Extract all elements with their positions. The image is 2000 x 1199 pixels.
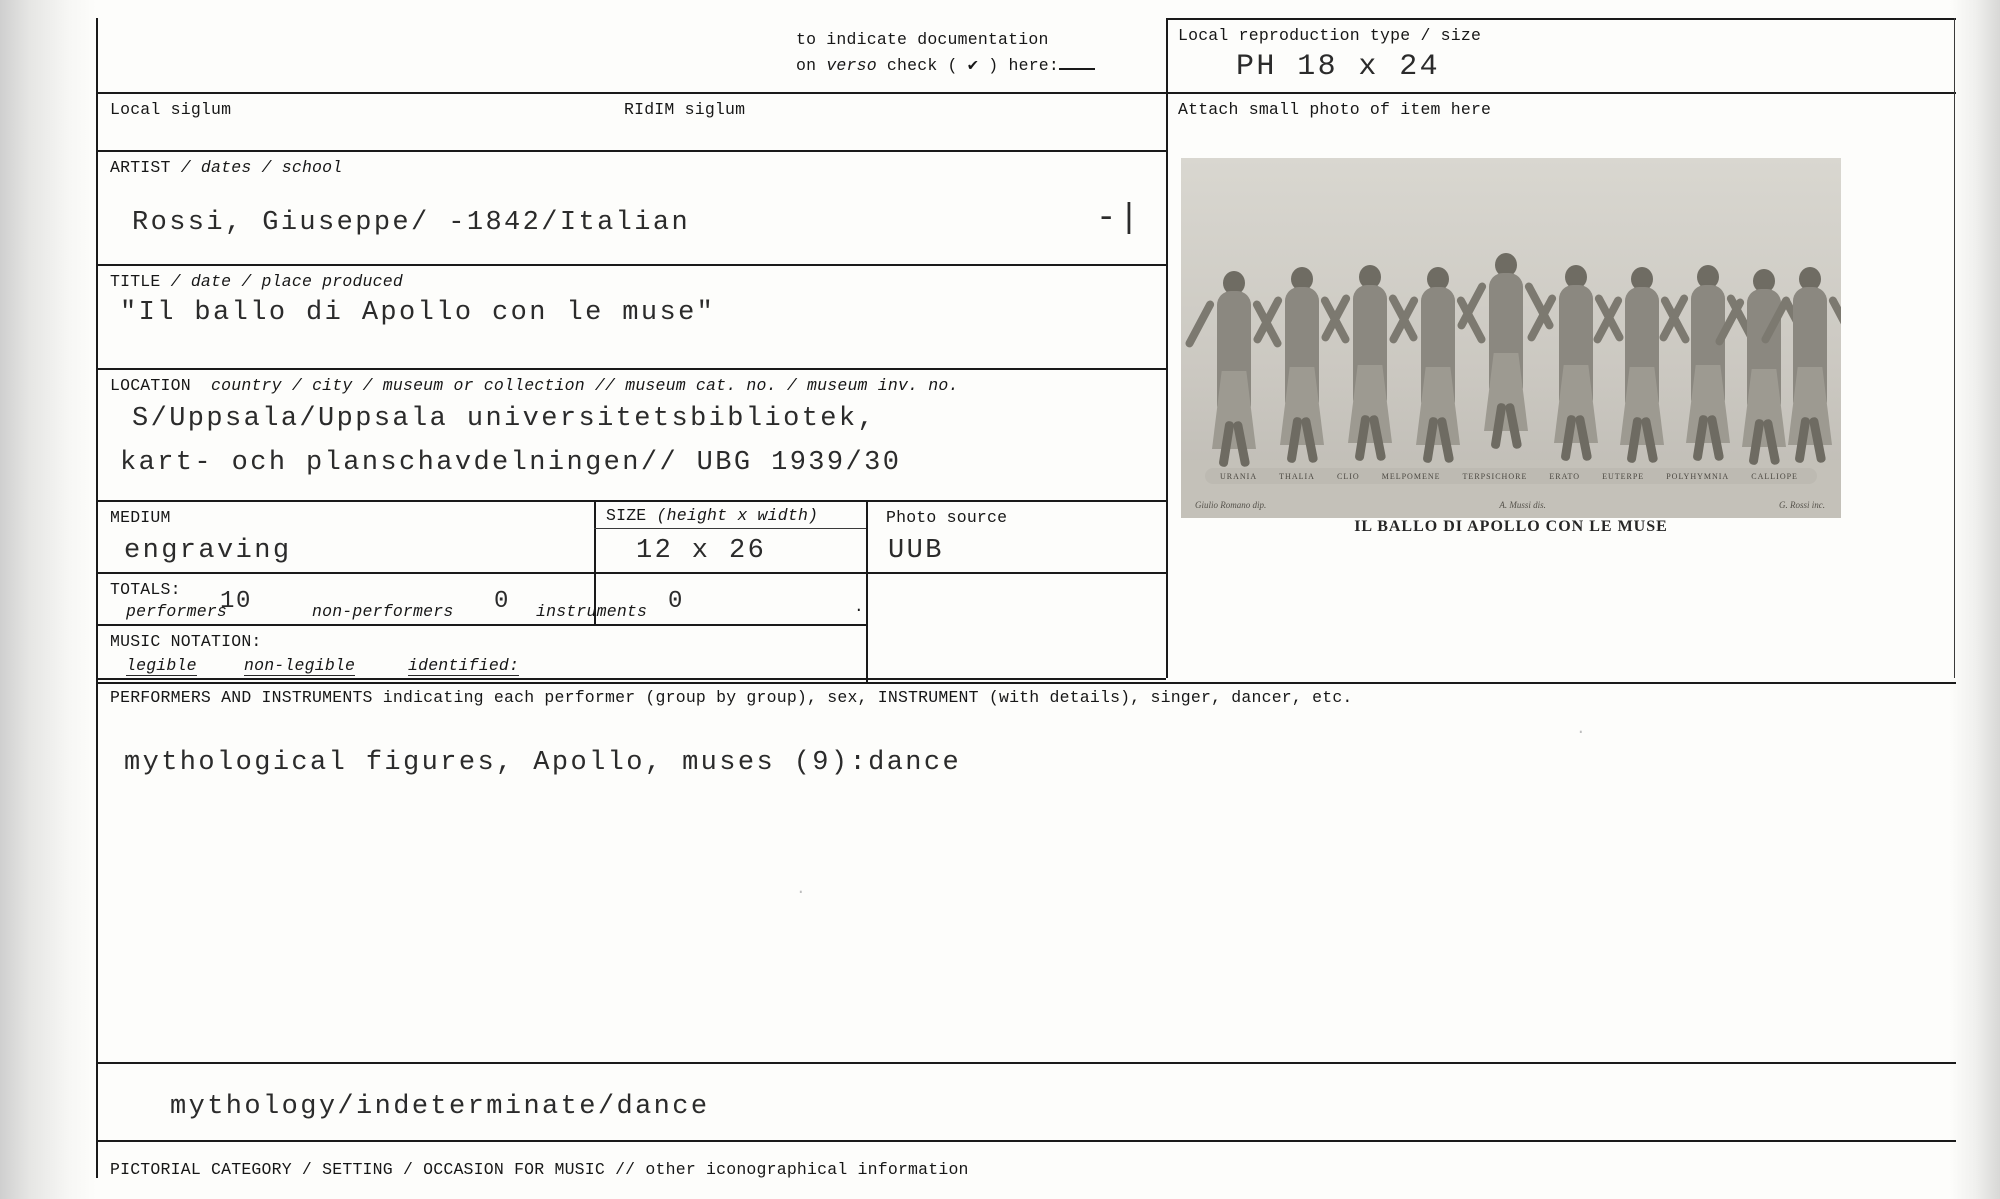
rule-under-artist — [96, 264, 1166, 266]
identified-label[interactable]: identified: — [408, 656, 520, 675]
location-label-main: LOCATION — [110, 376, 191, 395]
card-right-border — [1954, 18, 1955, 678]
scroll-label-7: EUTERPE — [1602, 472, 1645, 481]
scan-speck-2: . — [1576, 720, 1586, 738]
pictorial-category-value: mythology/indeterminate/dance — [170, 1092, 710, 1122]
photo-source-label: Photo source — [886, 508, 1008, 527]
figure-apollo — [1483, 253, 1529, 458]
non-legible-label[interactable]: non-legible — [244, 656, 356, 675]
pictorial-category-heading: PICTORIAL CATEGORY / SETTING / OCCASION FOR MUSIC // — [110, 1160, 636, 1179]
verso-check-post: ) here: — [978, 56, 1060, 75]
scroll-banner-labels — [1209, 472, 1809, 481]
verso-note-prefix: on — [796, 56, 827, 75]
location-value-line2: kart- och planschavdelningen// UBG 1939/30 — [120, 448, 902, 478]
local-siglum-label: Local siglum — [110, 100, 232, 119]
instruments-label: instruments — [536, 602, 648, 621]
rule-under-performers-header — [96, 682, 1956, 684]
non-performers-value: 0 — [494, 588, 511, 615]
title-label-sub: / date / place produced — [160, 272, 403, 291]
engraving-credits — [1195, 500, 1825, 510]
performers-instruments-hint: indicating each performer (group by group), sex, INSTRUMENT (with details), singer, dancer, etc. — [382, 688, 1353, 707]
artist-label — [110, 158, 342, 177]
pictorial-category-hint: other iconographical information — [645, 1160, 969, 1179]
scroll-label-1: URANIA — [1220, 472, 1258, 481]
verso-check-pre: check ( — [876, 56, 968, 75]
credit-center: A. Mussi dis. — [1499, 500, 1546, 510]
attach-photo-label: Attach small photo of item here — [1178, 100, 1492, 119]
scroll-label-8: POLYHYMNIA — [1666, 472, 1730, 481]
figure-muse-3 — [1347, 265, 1393, 460]
rule-under-repro — [1166, 92, 1956, 94]
scan-edge-left — [0, 0, 96, 1199]
figure-muse-4 — [1415, 267, 1461, 462]
verso-note-line2 — [796, 56, 1095, 75]
scan-edge-right — [1950, 0, 2000, 1199]
medium-value: engraving — [124, 536, 292, 566]
ridim-siglum-label: RIdIM siglum — [624, 100, 746, 119]
scroll-label-9: CALLIOPE — [1751, 472, 1798, 481]
figure-muse-1 — [1211, 271, 1257, 466]
scroll-label-2: THALIA — [1279, 472, 1315, 481]
artist-label-main: ARTIST — [110, 158, 171, 177]
scroll-label-6: ERATO — [1549, 472, 1581, 481]
totals-period: . — [854, 598, 864, 616]
figure-muse-9 — [1787, 267, 1833, 462]
performers-instruments-value: mythological figures, Apollo, muses (9):dance — [124, 748, 962, 778]
rule-under-siglum — [96, 92, 1166, 94]
rule-under-totals — [96, 624, 866, 626]
performers-value: 10 — [220, 588, 253, 615]
legible-label[interactable]: legible — [126, 656, 197, 675]
verso-check-blank[interactable] — [1059, 68, 1095, 70]
performers-instruments-label — [110, 688, 1353, 707]
artist-label-sub: / dates / school — [170, 158, 343, 177]
location-label-sub: country / city / museum or collection // museum cat. no. / museum inv. no. — [211, 376, 959, 395]
location-value-line1: S/Uppsala/Uppsala universitetsbibliotek, — [132, 404, 877, 434]
music-notation-label: MUSIC NOTATION: — [110, 632, 262, 651]
credit-left: Giulio Romano dip. — [1195, 500, 1267, 510]
check-icon[interactable]: ✔ — [967, 57, 979, 76]
rule-under-medium — [96, 572, 1166, 574]
instruments-value: 0 — [668, 588, 685, 615]
divider-totals-right — [866, 572, 868, 682]
local-repro-label: Local reproduction type / size — [1178, 26, 1482, 45]
card-left-border — [96, 18, 98, 1178]
size-value: 12 x 26 — [636, 536, 767, 566]
local-repro-value: PH 18 x 24 — [1236, 50, 1441, 84]
figure-muse-5 — [1553, 265, 1599, 460]
rule-top-repro — [1166, 18, 1956, 20]
figure-muse-2 — [1279, 267, 1325, 462]
totals-label: TOTALS: — [110, 580, 181, 599]
verso-note-line1: to indicate documentation — [796, 30, 1049, 49]
rule-above-artist — [96, 150, 1166, 152]
rule-under-musicnotation — [96, 678, 1166, 680]
pictorial-category-label — [110, 1160, 969, 1179]
figure-muse-6 — [1619, 267, 1665, 462]
title-label — [110, 272, 403, 291]
size-label — [606, 506, 818, 525]
rule-under-location — [96, 500, 1166, 502]
divider-form-photo — [1166, 18, 1168, 678]
performers-label: performers — [126, 602, 228, 621]
title-value: "Il ballo di Apollo con le muse" — [120, 298, 716, 328]
rule-above-pictorial-label — [96, 1140, 1956, 1142]
ridim-catalog-card — [96, 0, 1956, 1199]
photo-caption: IL BALLO DI APOLLO CON LE MUSE — [1354, 518, 1668, 535]
figure-muse-8 — [1741, 269, 1787, 464]
rule-under-title — [96, 368, 1166, 370]
scroll-label-3: CLIO — [1337, 472, 1360, 481]
rule-above-category — [96, 1062, 1956, 1064]
non-performers-label: non-performers — [312, 602, 454, 621]
scroll-label-4: MELPOMENE — [1381, 472, 1441, 481]
figure-muse-7 — [1685, 265, 1731, 460]
scroll-label-5: TERPSICHORE — [1462, 472, 1528, 481]
item-photograph — [1181, 158, 1841, 518]
artist-value: Rossi, Giuseppe/ -1842/Italian — [132, 208, 691, 238]
credit-right: G. Rossi inc. — [1778, 500, 1825, 510]
size-label-sub: (height x width) — [656, 506, 819, 525]
performers-instruments-heading: PERFORMERS AND INSTRUMENTS — [110, 688, 373, 707]
title-label-main: TITLE — [110, 272, 161, 291]
location-label — [110, 376, 959, 395]
photo-source-value: UUB — [888, 536, 944, 566]
verso-word: verso — [826, 56, 877, 75]
rule-under-size-label — [594, 528, 866, 529]
size-label-main: SIZE — [606, 506, 647, 525]
scan-speck: . — [796, 880, 806, 898]
artist-value-mark: -| — [1096, 200, 1142, 238]
medium-label: MEDIUM — [110, 508, 171, 527]
